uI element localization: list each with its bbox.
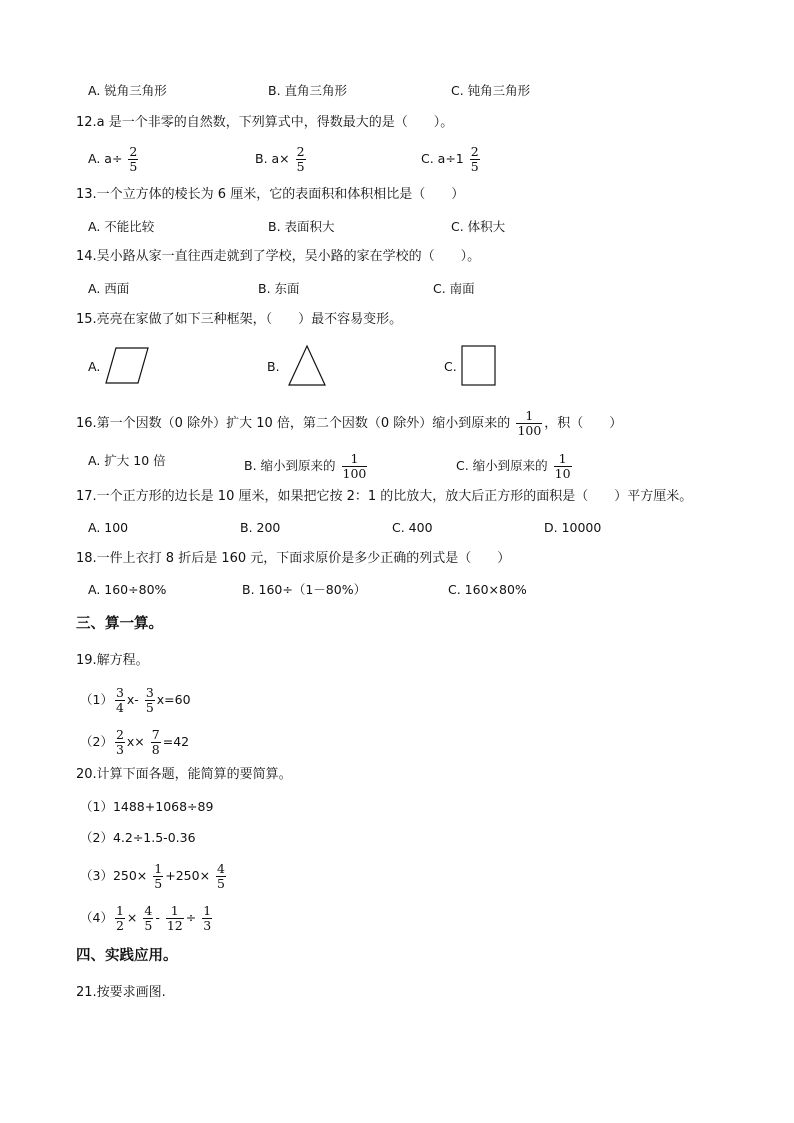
q12-option-a-prefix: A. a÷	[88, 151, 123, 166]
q20-expression-4	[80, 904, 214, 933]
q13-option-a: A. 不能比较	[88, 219, 155, 234]
denominator: 5	[129, 159, 138, 174]
denominator: 5	[470, 159, 479, 174]
denominator: 3	[115, 742, 124, 757]
q19-equation-1	[80, 686, 191, 715]
q15-label-c: C.	[444, 359, 457, 374]
prefix: 250×	[112, 868, 148, 883]
operator: ÷	[185, 910, 197, 925]
q16-option-b-text: B. 缩小到原来的	[244, 458, 336, 473]
fraction-1-100	[516, 409, 542, 438]
q12-option-c-prefix: C. a÷1	[421, 151, 464, 166]
operator: +250×	[165, 868, 211, 883]
fraction	[145, 686, 155, 715]
denominator: 5	[154, 876, 163, 891]
numerator: 3	[115, 685, 124, 700]
q16-option-c-text: C. 缩小到原来的	[456, 458, 548, 473]
q12-stem: 12.a 是一个非零的自然数，下列算式中，得数最大的是（ ）。	[76, 115, 454, 130]
q17-option-c: C. 400	[392, 520, 433, 535]
denominator: 100	[342, 466, 367, 481]
q14-option-b: B. 东面	[258, 281, 300, 296]
denominator: 4	[115, 700, 124, 715]
q15-label-b: B.	[267, 359, 280, 374]
q16-option-b	[244, 452, 369, 481]
q11-option-a: A. 锐角三角形	[88, 83, 167, 98]
q14-stem: 14.吴小路从家一直往西走就到了学校，吴小路的家在学校的（ ）。	[76, 249, 481, 264]
q20-expression-3	[80, 862, 228, 891]
q17-stem: 17.一个正方形的边长是 10 厘米，如果把它按 2：1 的比放大，放大后正方形的面积是（ ）平方厘米。	[76, 489, 693, 504]
operator: x-	[126, 692, 139, 707]
q16-stem	[76, 409, 622, 438]
numerator: 2	[296, 144, 305, 159]
q13-option-b: B. 表面积大	[268, 219, 335, 234]
fraction	[115, 904, 125, 933]
q14-option-c: C. 南面	[433, 281, 475, 296]
numerator: 2	[470, 144, 479, 159]
numerator: 1	[154, 861, 163, 876]
q12-option-b-prefix: B. a×	[255, 151, 290, 166]
fraction	[115, 728, 125, 757]
numerator: 1	[115, 903, 124, 918]
item-label: （1）	[80, 692, 113, 707]
q20-expression-2: （2）4.2÷1.5-0.36	[80, 830, 196, 845]
fraction-1-10	[554, 452, 572, 481]
q17-option-d: D. 10000	[544, 520, 602, 535]
numerator: 2	[129, 144, 138, 159]
denominator: 5	[217, 876, 225, 891]
denominator: 5	[296, 159, 305, 174]
q12-option-a	[88, 145, 140, 174]
rectangle-frame-icon	[459, 344, 499, 388]
numerator: 4	[144, 903, 153, 918]
fraction	[470, 145, 480, 174]
denominator: 10	[554, 466, 571, 481]
numerator: 1	[350, 451, 359, 466]
fraction	[153, 862, 163, 891]
q13-option-c: C. 体积大	[451, 219, 506, 234]
tail: =42	[162, 734, 190, 749]
q18-option-c: C. 160×80%	[448, 582, 527, 597]
parallelogram-frame-icon	[104, 346, 150, 386]
numerator: 1	[170, 903, 179, 918]
item-label: （2）	[80, 734, 113, 749]
item-label: （4）	[80, 910, 113, 925]
numerator: 4	[217, 861, 225, 876]
section-4-heading: 四、实践应用。	[76, 948, 178, 964]
q15-label-a: A.	[88, 359, 101, 374]
q16-stem-end: ，积（ ）	[544, 416, 623, 431]
numerator: 1	[558, 451, 567, 466]
q20-expression-1: （1）1488+1068÷89	[80, 799, 214, 814]
section-3-heading: 三、算一算。	[76, 616, 163, 632]
fraction	[166, 904, 184, 933]
q14-option-a: A. 西面	[88, 281, 130, 296]
q18-option-b: B. 160÷（1－80%）	[242, 582, 367, 597]
q15-stem: 15.亮亮在家做了如下三种框架，（ ）最不容易变形。	[76, 312, 403, 327]
denominator: 5	[145, 700, 154, 715]
q16-option-a: A. 扩大 10 倍	[88, 453, 166, 468]
operator: -	[155, 910, 160, 925]
fraction	[128, 145, 138, 174]
denominator: 8	[151, 742, 160, 757]
fraction	[216, 862, 226, 891]
fraction	[202, 904, 212, 933]
denominator: 2	[115, 918, 124, 933]
q11-option-c: C. 钝角三角形	[451, 83, 531, 98]
q16-option-c	[456, 452, 574, 481]
tail: x=60	[156, 692, 191, 707]
q13-stem: 13.一个立方体的棱长为 6 厘米，它的表面积和体积相比是（ ）	[76, 187, 465, 202]
q17-option-a: A. 100	[88, 520, 129, 535]
q12-option-b	[255, 145, 308, 174]
q16-stem-text: 16.第一个因数（0 除外）扩大 10 倍，第二个因数（0 除外）缩小到原来的	[76, 416, 511, 431]
q20-stem: 20.计算下面各题，能简算的要简算。	[76, 767, 292, 782]
operator: ×	[126, 910, 138, 925]
q18-option-a: A. 160÷80%	[88, 582, 167, 597]
denominator: 3	[203, 918, 212, 933]
q17-option-b: B. 200	[240, 520, 281, 535]
q21-stem: 21.按要求画图.	[76, 985, 166, 1000]
denominator: 100	[517, 423, 542, 438]
numerator: 1	[525, 408, 534, 423]
q18-stem: 18.一件上衣打 8 折后是 160 元，下面求原价是多少正确的列式是（ ）	[76, 551, 511, 566]
denominator: 5	[144, 918, 153, 933]
fraction	[143, 904, 153, 933]
fraction	[115, 686, 125, 715]
q19-stem: 19.解方程。	[76, 653, 149, 668]
numerator: 2	[115, 727, 124, 742]
triangle-frame-icon	[286, 344, 328, 388]
denominator: 12	[166, 918, 183, 933]
q19-equation-2	[80, 728, 189, 757]
operator: x×	[126, 734, 145, 749]
numerator: 1	[203, 903, 212, 918]
fraction-1-100	[342, 452, 368, 481]
item-label: （3）	[80, 868, 113, 883]
q11-option-b: B. 直角三角形	[268, 83, 348, 98]
fraction	[151, 728, 161, 757]
q12-option-c	[421, 145, 482, 174]
numerator: 3	[145, 685, 154, 700]
numerator: 7	[151, 727, 160, 742]
fraction	[296, 145, 306, 174]
